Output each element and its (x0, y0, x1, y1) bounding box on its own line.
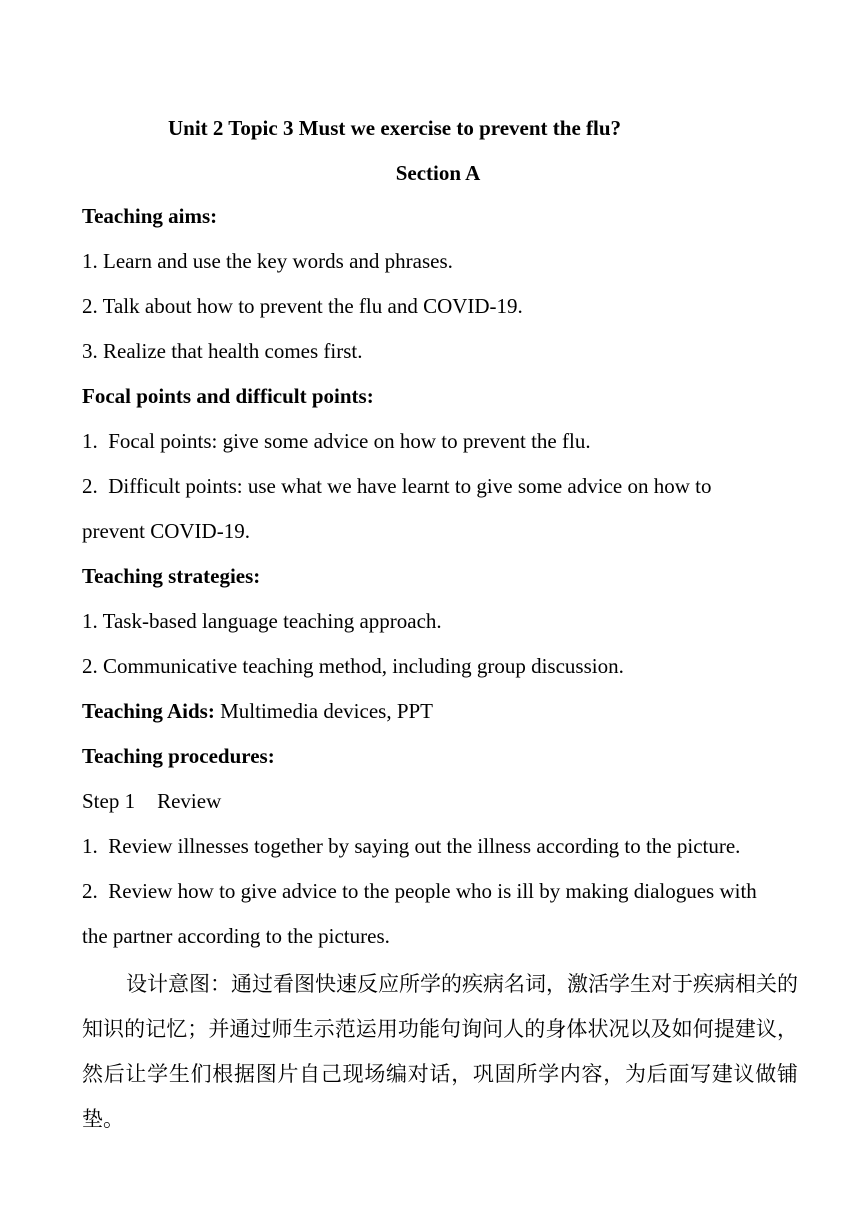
teaching-aim-item: 1. Learn and use the key words and phrases. (82, 249, 453, 273)
teaching-aids-label: Teaching Aids: (82, 699, 215, 723)
procedure-item: 1. Review illnesses together by saying out the illness according to the picture. (82, 834, 741, 858)
section-heading: Section A (395, 161, 481, 185)
difficult-point-item: 2. Difficult points: use what we have learnt to give some advice on how to (82, 474, 712, 498)
step-name: Review (157, 789, 222, 813)
teaching-strategies-heading: Teaching strategies: (82, 564, 261, 588)
difficult-point-continuation: prevent COVID-19. (82, 519, 250, 543)
teaching-aids-line (82, 701, 433, 722)
teaching-aim-item: 2. Talk about how to prevent the flu and COVID-19. (82, 294, 523, 318)
procedure-item-continuation: the partner according to the pictures. (82, 924, 390, 948)
focal-point-item: 1. Focal points: give some advice on how to prevent the flu. (82, 429, 591, 453)
teaching-aids-value: Multimedia devices, PPT (214, 699, 434, 723)
step-number: Step 1 (82, 789, 136, 813)
teaching-procedures-heading: Teaching procedures: (82, 744, 275, 768)
teaching-aim-item: 3. Realize that health comes first. (82, 339, 363, 363)
teaching-aims-heading: Teaching aims: (82, 204, 218, 228)
design-intent-paragraph: 设计意图：通过看图快速反应所学的疾病名词，激活学生对于疾病相关的知识的记忆；并通过师生示范运用功能句询问人的身体状况以及如何提建议，然后让学生们根据图片自己现场编对话，巩固所学内容，为后面写建议做铺垫。 (82, 972, 798, 1131)
strategy-item: 1. Task-based language teaching approach. (82, 609, 442, 633)
document-title: Unit 2 Topic 3 Must we exercise to prevent the flu? (168, 116, 622, 140)
procedure-item: 2. Review how to give advice to the people who is ill by making dialogues with (82, 879, 757, 903)
step-heading (82, 791, 221, 812)
strategy-item: 2. Communicative teaching method, including group discussion. (82, 654, 624, 678)
focal-points-heading: Focal points and difficult points: (82, 384, 374, 408)
